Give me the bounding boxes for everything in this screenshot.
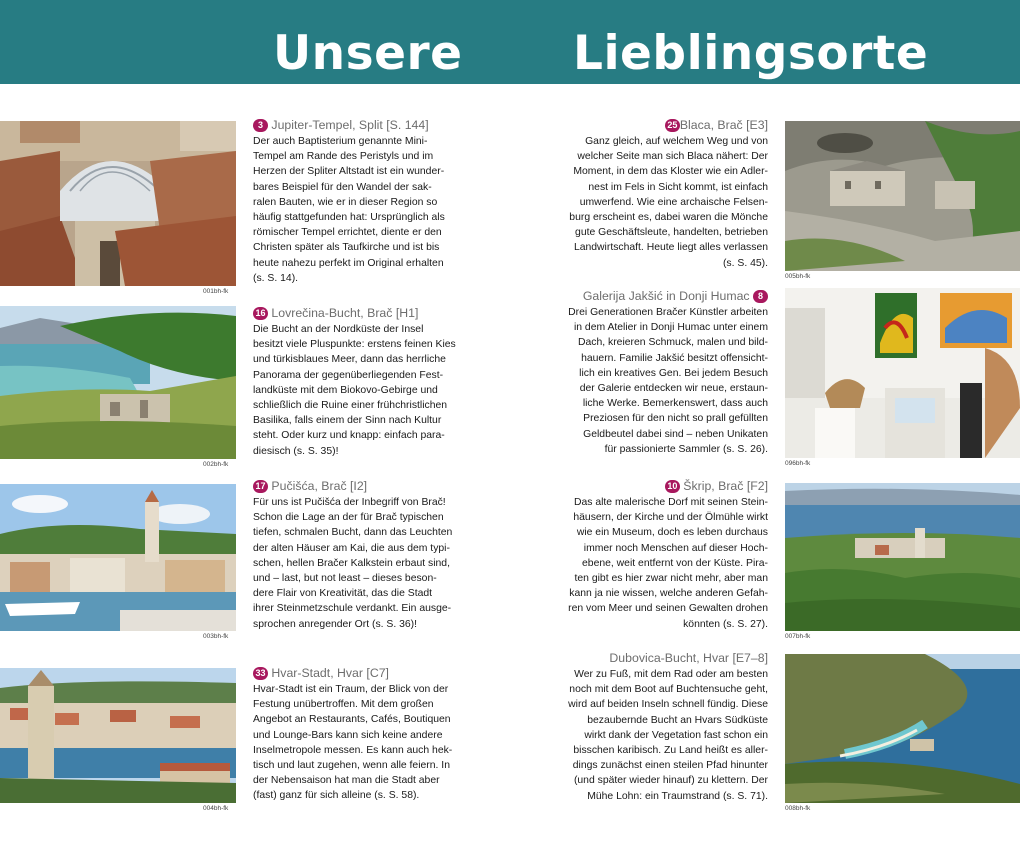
photo-code: 004bh-fk [203, 805, 229, 812]
text-line: der Nebensaison hat man die Stadt aber [253, 775, 440, 787]
text-line: Ganz gleich, auf welchem Weg und von [585, 136, 768, 147]
location-badge: 10 [665, 480, 680, 493]
text-line: schließlich die Ruine einer frühchristlichen [253, 400, 448, 412]
entry-title-text: Jupiter-Tempel, Split [S. 144] [271, 118, 429, 132]
entry-title [253, 666, 458, 682]
entry-title-text: Hvar-Stadt, Hvar [C7] [271, 666, 389, 680]
text-line: Das alte malerische Dorf mit seinen Stein- [573, 497, 768, 508]
text-line: Der auch Baptisterium genannte Mini- [253, 136, 428, 147]
location-badge: 16 [253, 307, 268, 320]
location-badge: 33 [253, 667, 268, 680]
text-line: nest im Fels in Sicht kommt, ist einfach [588, 181, 768, 193]
text-line: schen, hellen Bračer Kalkstein erbaut sind, [253, 557, 450, 569]
entry-hvar-town [253, 666, 458, 804]
text-line: noch mit dem Boot auf Buchtensuche geht, [569, 684, 768, 696]
text-line: wirkt dank der Vegetation fast schon ein [584, 729, 768, 741]
text-line: und – last, but not least – dieses beson- [253, 573, 437, 585]
entry-title [562, 289, 768, 305]
entry-title-text: Pučišća, Brač [I2] [271, 479, 368, 493]
text-line: Landwirtschaft. Heute liegt alles verlassen [573, 242, 768, 254]
photo-code: 096bh-fk [785, 460, 811, 467]
entry-title-text: Blaca, Brač [E3] [679, 118, 768, 132]
photo-pucisca-harbour [0, 484, 236, 631]
photo-galerija-interior [785, 288, 1020, 458]
location-badge: 8 [753, 290, 768, 303]
entry-text [253, 322, 458, 459]
text-line: dings zunächst einen steilen Pfad hinunter [572, 760, 768, 772]
text-line: kann ja nie wissen, welche anderen Gefah- [569, 588, 768, 600]
entry-text [562, 495, 768, 632]
text-line: in dem Atelier in Donji Humac unter einem [573, 322, 768, 334]
entry-title-text: Škrip, Brač [F2] [683, 479, 768, 493]
text-line: tisch und laut zugehen, wenn alle feiern. In [253, 760, 450, 772]
location-badge: 25 [665, 119, 680, 132]
entry-text [562, 134, 768, 271]
text-line: hauern. Familie Jakšić besitzt offensicht- [581, 352, 768, 364]
photo-skrip-village [785, 483, 1020, 631]
text-line: Christen später als Taufkirche und ist bis [253, 242, 440, 254]
text-line: Dach, kreieren Schmuck, malen und bild- [577, 337, 768, 349]
text-line: für passionierte Sammler (s. S. 26). [604, 443, 768, 455]
text-line: bezaubernde Bucht an Hvars Südküste [587, 714, 768, 726]
entry-text [562, 667, 768, 804]
text-line: der alten Häuser am Kai, die aus dem typi- [253, 542, 450, 554]
text-line: Für uns ist Pučišća der Inbegriff von Brač! [253, 497, 446, 508]
text-line: ralen Bauten, wie er in dieser Region so [253, 196, 438, 208]
photo-jupiter-temple [0, 121, 236, 286]
entry-title [253, 118, 458, 134]
photo-code: 002bh-fk [203, 461, 229, 468]
text-line: lich ein kreatives Gen. Bei jedem Besuch [579, 367, 768, 379]
page-title-left: Unsere [273, 26, 463, 81]
entry-skrip [562, 479, 768, 632]
entry-blaca [562, 118, 768, 271]
entry-jupiter-temple [253, 118, 458, 286]
location-badge: 3 [253, 119, 268, 132]
text-line: Schon die Lage an der für Brač typischen [253, 512, 444, 524]
text-line: (s. S. 45). [722, 257, 768, 269]
entry-text [253, 134, 458, 286]
photo-code: 008bh-fk [785, 805, 811, 812]
text-line: bares Beispiel für den Wandel der sak- [253, 181, 432, 193]
text-line: gute Geschäftsleute, handelten, betrieben [575, 227, 768, 239]
text-line: ihrer Steinmetzschule verdankt. Ein ausge- [253, 603, 452, 615]
entry-title [562, 118, 768, 134]
text-line: bisschen karibisch. Zu Land heißt es aller- [573, 745, 768, 757]
text-line: umwerfend. Wie eine archaische Felsen- [579, 196, 768, 208]
entry-text [253, 682, 458, 804]
text-line: immer noch Menschen auf dieser Hoch- [583, 542, 768, 554]
text-line: Festung unübertroffen. Mit dem großen [253, 699, 434, 711]
text-line: könnten (s. S. 27). [683, 618, 768, 630]
text-line: Inselmetropole messen. Es kann auch hek- [253, 744, 453, 756]
entry-title-text: Dubovica-Bucht, Hvar [E7–8] [609, 651, 768, 665]
text-line: Die Bucht an der Nordküste der Insel [253, 324, 424, 335]
entry-title [562, 651, 768, 667]
text-line: (und später wieder hinauf) zu klettern. Der [573, 775, 768, 787]
text-line: Panorama der gegenüberliegenden Fest- [253, 369, 444, 381]
text-line: ebene, weit entfernt von der Küste. Pira- [582, 557, 768, 569]
text-line: welcher Seite man sich Blaca nähert: Der [577, 151, 768, 163]
text-line: heute nahezu perfekt im Original erhalten [253, 257, 444, 269]
text-line: besitzt viele Pluspunkte: erstens feinen Kies [253, 339, 456, 351]
text-line: (fast) ganz für sich alleine (s. S. 58). [253, 790, 420, 802]
entry-galerija-jaksic [562, 289, 768, 457]
text-line: Mühe Lohn: ein Traumstrand (s. S. 71). [587, 790, 768, 802]
entry-lovrecina-bay [253, 306, 458, 459]
photo-code: 007bh-fk [785, 633, 811, 640]
photo-code: 005bh-fk [785, 273, 811, 280]
photo-code: 001bh-fk [203, 288, 229, 295]
text-line: Herzen der Spliter Altstadt ist ein wunder- [253, 166, 445, 178]
text-line: und türkisblaues Meer, dann das herrliche [253, 354, 446, 366]
text-line: Tempel am Rande des Peristyls und im [253, 151, 434, 163]
text-line: der Galerie entdecken wir neue, erstaun- [579, 383, 768, 395]
entry-title-text: Lovrečina-Bucht, Brač [H1] [271, 306, 419, 320]
text-line: häusern, der Kirche und der Ölmühle wirkt [573, 512, 768, 524]
page-title-right: Lieblingsorte [573, 26, 929, 81]
photo-hvar-town [0, 668, 236, 803]
text-line: Geldbeutel dabei sind – neben Unikaten [583, 428, 768, 440]
text-line: Basilika, falls einem der Sinn nach Kultur [253, 415, 442, 427]
text-line: und Lounge-Bars kann sich keine andere [253, 729, 443, 741]
text-line: ten gibt es hier zwar nicht mehr, aber man [574, 573, 768, 585]
text-line: wird auf beiden Inseln schnell fündig. Diese [568, 699, 768, 711]
photo-code: 003bh-fk [203, 633, 229, 640]
text-line: diesisch (s. S. 35)! [253, 445, 339, 457]
text-line: häufig stattgefunden hat: Ursprünglich als [253, 212, 445, 224]
photo-blaca-monastery [785, 121, 1020, 271]
entry-title-text: Galerija Jakšić in Donji Humac [582, 289, 750, 303]
photo-lovrecina-bay [0, 306, 236, 459]
text-line: römischer Tempel errichtet, diente er den [253, 227, 442, 239]
entry-title [253, 306, 458, 322]
text-line: steht. Oder kurz und knapp: einfach para- [253, 430, 445, 442]
text-line: landküste mit dem Biokovo-Gebirge und [253, 384, 438, 396]
entry-title [562, 479, 768, 495]
entry-title [253, 479, 458, 495]
entry-text [253, 495, 458, 632]
text-line: sprochen anregender Ort (s. S. 36)! [253, 618, 418, 630]
text-line: wie ein Museum, doch es leben durchaus [576, 527, 768, 539]
text-line: liche Werke. Bemerkenswert, dass auch [582, 398, 768, 410]
location-badge: 17 [253, 480, 268, 493]
text-line: tiefen, schmalen Bucht, dann das Leuchten [253, 527, 453, 539]
text-line: (s. S. 14). [253, 272, 299, 284]
text-line: Drei Generationen Bračer Künstler arbeiten [568, 307, 768, 318]
entry-text [562, 305, 768, 457]
text-line: Angebot an Restaurants, Cafés, Boutiquen [253, 714, 451, 726]
text-line: dere Flair von Kreativität, das die Stadt [253, 588, 433, 600]
text-line: ren vom Meer und seinen Gewalten drohen [568, 603, 768, 615]
entry-dubovica-bay [562, 651, 768, 804]
photo-dubovica-bay [785, 654, 1020, 803]
text-line: Preziosen für den nicht so prall gefüllten [583, 413, 768, 425]
text-line: Hvar-Stadt ist ein Traum, der Blick von der [253, 684, 449, 695]
text-line: burg erscheint es, dabei waren die Mönche [569, 212, 768, 224]
entry-pucisca [253, 479, 458, 632]
text-line: Moment, in dem das Kloster wie ein Adler- [573, 166, 768, 178]
text-line: Wer zu Fuß, mit dem Rad oder am besten [574, 669, 768, 680]
